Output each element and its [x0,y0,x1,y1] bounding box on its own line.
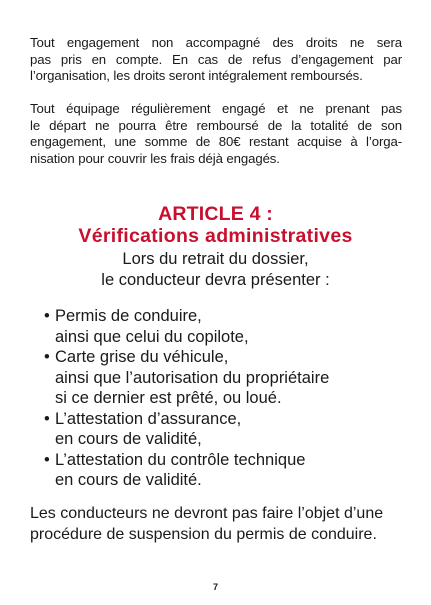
paragraph-line: l’organisation, les droits seront intégralement remboursés. [30,68,363,83]
intro-line: Lors du retrait du dossier, [122,250,309,268]
intro-line: le conducteur devra présenter : [101,270,330,289]
paragraph-line: procédure de suspension du permis de conduire. [30,526,377,543]
page-number: 7 [212,582,218,592]
list-item-text: L’attestation d’assurance, [55,409,242,428]
bullet-icon: • [44,450,50,469]
list-item-text: si ce dernier est prêté, ou loué. [55,389,282,407]
paragraph-line: engagement, une somme de 80€ restant acquise à l’orga- [30,134,402,149]
list-item-text: en cours de validité, [55,430,202,448]
paragraph-line: pas pris en compte. En cas de refus d’engagement par [30,51,402,67]
paragraph-line: Les conducteurs ne devront pas faire l’objet d’une [30,505,384,522]
list-item-text: Permis de conduire, [55,307,202,325]
list-item-text: en cours de validité. [55,471,202,489]
list-item-text: ainsi que l’autorisation du propriétaire [55,368,330,387]
bullet-icon: • [44,348,50,366]
list-item [44,409,329,450]
bullet-icon: • [44,409,50,428]
article-title: ARTICLE 4 : [158,203,273,225]
closing-paragraph [30,503,402,545]
requirements-list [44,306,329,491]
list-item-text: Carte grise du véhicule, [55,348,229,366]
refund-paragraph [30,35,402,85]
list-item [44,450,329,491]
list-item [44,347,329,409]
withdrawal-paragraph [30,101,402,167]
paragraph-line: Tout engagement non accompagné des droits ne sera [30,35,402,50]
paragraph-line: Tout équipage régulièrement engagé et ne prenant pas [30,101,402,116]
article-subtitle: Vérifications administratives [78,225,353,247]
paragraph-line: nisation pour couvrir les frais déjà engagés. [30,150,280,166]
list-item-text: L’attestation du contrôle technique [55,450,306,469]
bullet-icon: • [44,307,50,325]
paragraph-line: le départ ne pourra être remboursé de la totalité de son [30,117,402,133]
article-intro [0,249,431,290]
list-item [44,306,329,347]
list-item-text: ainsi que celui du copilote, [55,327,249,346]
